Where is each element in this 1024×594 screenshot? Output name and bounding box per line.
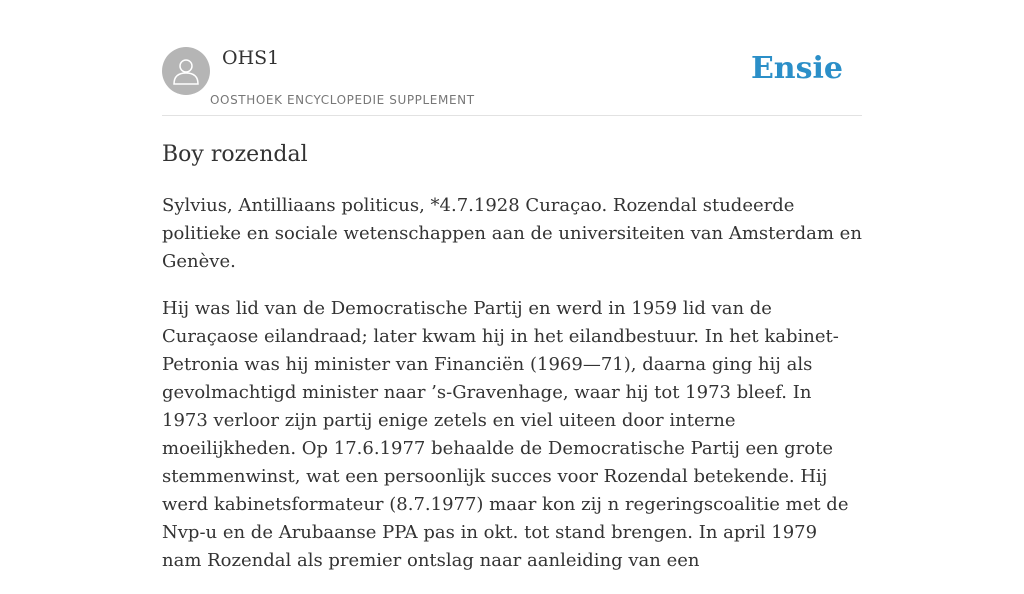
article-header: [162, 0, 862, 116]
paragraph: Hij was lid van de Democratische Partij en werd in 1959 lid van de Curaçaose eilandraad; later kwam hij in het eilandbestuur. In het kabinet-Petronia was hij minister van Financiën (1969—71), daarna ging hij als gevolmachtigd minister naar ’s-Gravenhage, waar hij tot 1973 bleef. In 1973 verloor zijn partij enige zetels en viel uiteen door interne moeilijkheden. Op 17.6.1977 behaalde de Democratische Partij een grote stemmenwinst, wat een persoonlijk succes voor Rozendal betekende. Hij werd kabinetsformateur (8.7.1977) maar kon zij n regeringscoalitie met de Nvp-u en de Arubaanse PPA pas in okt. tot stand brengen. In april 1979 nam Rozendal als premier ontslag naar aanleiding van een: [162, 298, 849, 571]
article-title: Boy rozendal: [162, 142, 308, 167]
avatar[interactable]: [162, 47, 210, 95]
brand-logo[interactable]: Ensie: [750, 51, 843, 86]
article-body: [162, 192, 862, 594]
article-container: [162, 0, 862, 571]
author-name[interactable]: OHS1: [222, 47, 280, 69]
user-icon: [171, 56, 201, 86]
source-name[interactable]: OOSTHOEK ENCYCLOPEDIE SUPPLEMENT: [210, 93, 475, 107]
paragraph: Sylvius, Antilliaans politicus, *4.7.1928 Curaçao. Rozendal studeerde politieke en sociale wetenschappen aan de universiteiten van Amsterdam en Genève.: [162, 195, 862, 272]
